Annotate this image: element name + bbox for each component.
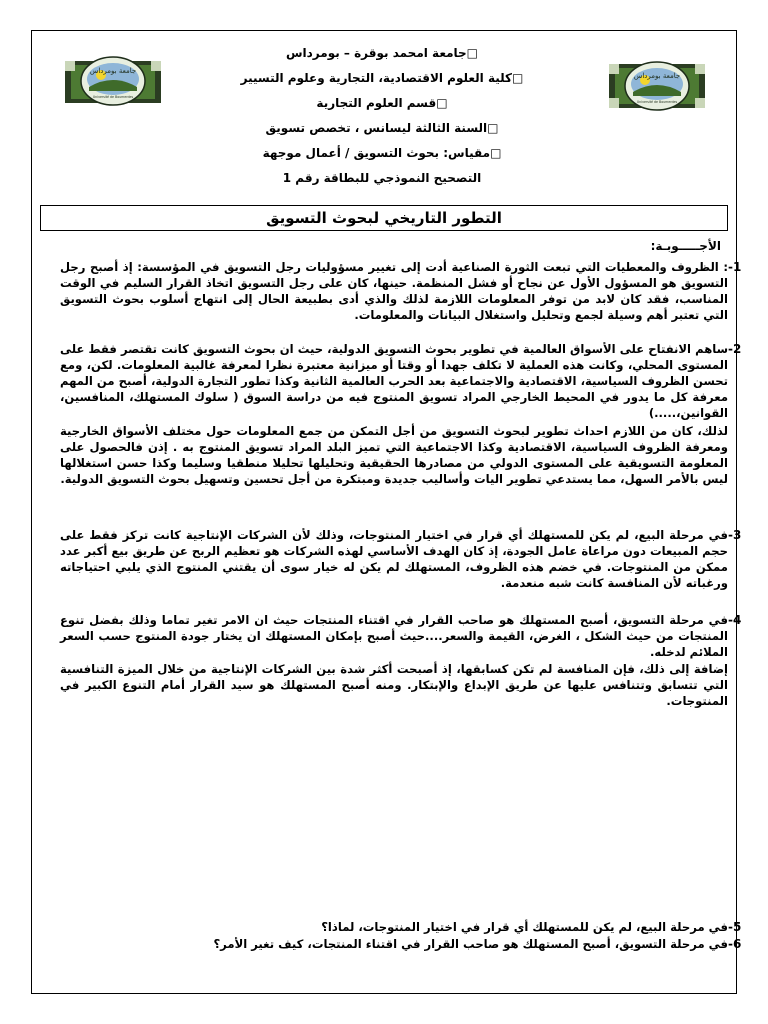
answer-text: : الظروف والمعطيات التي تبعت الثورة الصناعية أدت إلى تغيير مسؤوليات رجل التسويق في المؤسسة: إذ أصبح رجل التسويق هو المسؤول الأول عن نجاح أو فشل المنظمة. حينها، كان على رجل التسويق اتخاذ القرار السليم في الوقت المناسب، فقد كان لابد من توفر المعلومات اللازمة لذلك والذي أدى بطبيعة الحال إلى انتهاج أسلوب بحوث التسويق التي تعتبر أهم وسيلة لجمع وتحليل واستغلال البيانات والمعلومات. bbox=[60, 260, 728, 322]
checkbox-glyph: □ bbox=[512, 71, 524, 85]
header-correction: التصحيح النموذجي للبطاقة رقم 1 bbox=[282, 171, 482, 185]
university-logo-left bbox=[65, 51, 161, 111]
answer-number: -1 bbox=[728, 260, 742, 274]
header-module: □مقياس: بحوث التسويق / أعمال موجهة bbox=[262, 146, 502, 160]
question-text: في مرحلة البيع، لم يكن للمستهلك أي قرار في اختيار المنتوجات، لماذا؟ bbox=[321, 920, 728, 934]
logo-right-latin-text: Université de Boumerdes bbox=[636, 100, 678, 104]
checkbox-glyph: □ bbox=[490, 146, 502, 160]
university-logo-right bbox=[609, 56, 705, 116]
logo-left-arabic-text: جامعة بومرداس bbox=[89, 67, 137, 75]
answer-text: ساهم الانفتاح على الأسواق العالمية في تطوير بحوث التسويق الدولية، حيث ان بحوث التسويق كانت تقتصر فقط على المستوى المحلي، وكانت هذه العملية لا تكلف جهدا أو وقتا أو ميزانية معتبرة نظرا لمعرفة غالبية المعلومات. لكن، ومع تحسن الظروف السياسية، الاقتصادية والاجتماعية بعد الحرب العالمية الثانية وكذا تطور التجارة الدولية، أصبح من المهم معرفة كل ما يدور في المحيط الخارجي المراد تسويق المنتوج فيه من دراسة السوق ( سلوك المستهلك، المنافسين، القوانين،.....) bbox=[60, 342, 728, 420]
answer-text: لذلك، كان من اللازم احداث تطوير لبحوث التسويق من أجل التمكن من جمع المعلومات حول مختلف الأسواق الخارجية ومعرفة الظروف السياسية، الاقتصادية وكذا الاجتماعية التي تميز البلد المراد تسويق المنتوج به . إذن فالحصول على المعلومة التسويقية على المستوى الدولي من مصادرها الحقيقية وتحليلها تحليلا منطقيا وسليما وكذا حسن استغلالها ليس بالأمر السهل، مما يستدعي تطوير اليات وأساليب جديدة ومبتكرة من أجل تحسين وتسهيل بحوث التسويق الدولية. bbox=[60, 424, 728, 486]
checkbox-glyph: □ bbox=[466, 46, 479, 60]
header-university: □جامعة امحمد بوقرة – بومرداس bbox=[285, 46, 479, 60]
answer-number: -2 bbox=[728, 342, 742, 356]
answer-text: في مرحلة البيع، لم يكن للمستهلك أي قرار في اختيار المنتوجات، وذلك لأن الشركات الإنتاجية كانت تركز فقط على حجم المبيعات دون مراعاة عامل الجودة، إذ كان الهدف الأساسي لهذه الشركات هو تعظيم الربح عن طريق بيع أكبر عدد ممكن من المنتوجات. في خضم هذه الظروف، المستهلك لم يكن له خيار سوى أن يقتني المنتوج الذي يلبي احتياجاته ورغباته لأن المنافسة كانت شبه منعدمة. bbox=[60, 528, 728, 590]
checkbox-glyph: □ bbox=[487, 121, 499, 135]
answer-paragraph bbox=[60, 423, 728, 487]
answer-paragraph bbox=[60, 259, 742, 323]
answer-text: إضافة إلى ذلك، فإن المنافسة لم تكن كسابقها، إذ أصبحت أكثر شدة بين الشركات الإنتاجية من خلال الميزة التنافسية التي تتسابق وتتنافس عليها عن طريق الإبداع والإبتكار. ومنه أصبح المستهلك هو سيد القرار أمام التنوع الكبير في المنتوجات. bbox=[60, 662, 728, 708]
document-page bbox=[31, 30, 742, 994]
answer-paragraph bbox=[60, 612, 742, 660]
question-item bbox=[60, 919, 742, 935]
answers-heading: الأجـــــوبـة: bbox=[650, 239, 721, 253]
answer-text: في مرحلة التسويق، أصبح المستهلك هو صاحب القرار في اقتناء المنتجات حيث ان الامر تغير تماما وذلك بفضل تنوع المنتجات من حيث الشكل ، الغرض، القيمة والسعر....حيث أصبح بإمكان المستهلك ان يختار جودة المنتوج حسب السعر الملائم لدخله. bbox=[60, 613, 728, 659]
logo-left-latin-text: Université de Boumerdes bbox=[92, 95, 134, 99]
answer-paragraph bbox=[60, 341, 742, 421]
logo-right-arabic-text: جامعة بومرداس bbox=[633, 72, 681, 80]
checkbox-glyph: □ bbox=[436, 96, 448, 110]
answer-number: -3 bbox=[728, 528, 742, 542]
answer-number: -4 bbox=[728, 613, 742, 627]
question-number: -5 bbox=[728, 920, 742, 934]
header-department: □قسم العلوم التجارية bbox=[316, 96, 448, 110]
answer-paragraph bbox=[60, 661, 728, 709]
question-text: في مرحلة التسويق، أصبح المستهلك هو صاحب القرار في اقتناء المنتجات، كيف تغير الأمر؟ bbox=[213, 937, 728, 951]
header-faculty: □كلية العلوم الاقتصادية، التجارية وعلوم التسيير bbox=[240, 71, 524, 85]
answer-paragraph bbox=[60, 527, 742, 591]
document-title: التطور التاريخي لبحوث التسويق bbox=[40, 205, 728, 231]
question-number: -6 bbox=[728, 937, 742, 951]
question-item bbox=[60, 936, 742, 952]
header-level: □السنة الثالثة ليسانس ، تخصص تسويق bbox=[265, 121, 499, 135]
document-header bbox=[162, 41, 602, 191]
